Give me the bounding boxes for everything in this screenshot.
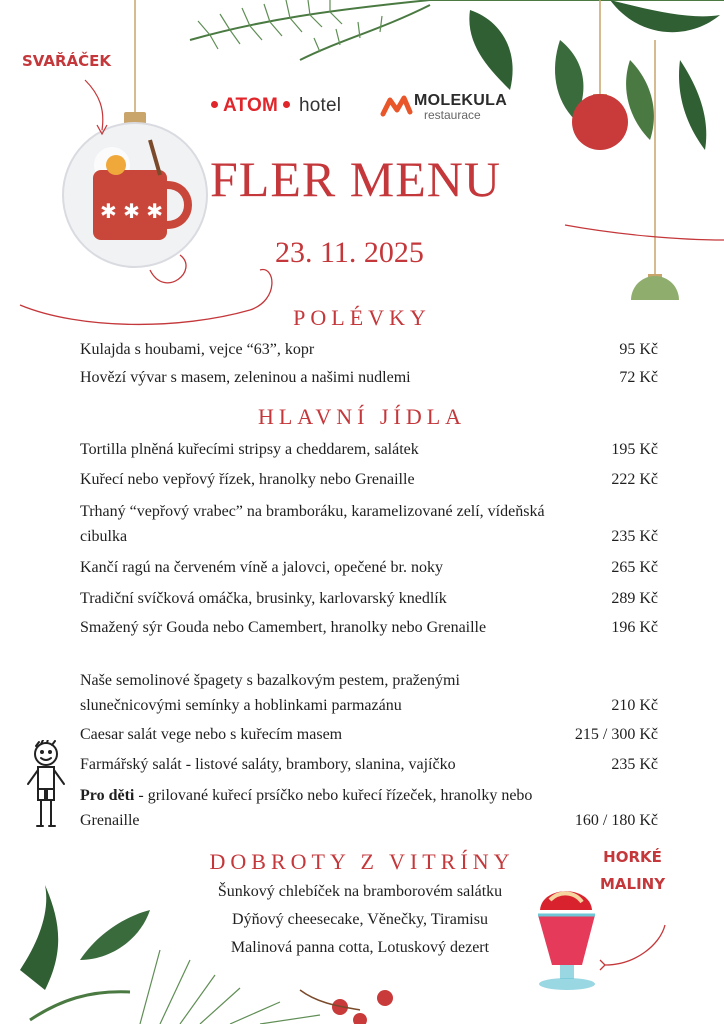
menu-item-name: Kančí ragú na červeném víně a jalovci, opečené br. noky	[80, 559, 443, 576]
menu-item-name: Naše semolinové špagety s bazalkovým pestem, praženými slunečnicovými semínky a hoblinkami parmazánu	[80, 672, 460, 714]
menu-item	[80, 615, 658, 640]
section-title-mains: HLAVNÍ JÍDLA	[257, 404, 467, 429]
section-title-soups: POLÉVKY	[293, 305, 431, 330]
menu-item	[80, 555, 658, 580]
hotel-logo-text: hotel	[298, 95, 342, 116]
restaurace-logo-text: restaurace	[424, 108, 481, 122]
callout-line: MALINY	[600, 875, 666, 893]
menu-item-name: Kuřecí nebo vepřový řízek, hranolky nebo Grenaille	[80, 471, 415, 488]
menu-item-name: Tradiční svíčková omáčka, brusinky, karlovarský knedlík	[80, 590, 447, 607]
menu-item-kids	[80, 783, 658, 833]
list-item: Šunkový chlebíček na bramborovém salátku	[217, 883, 503, 900]
menu-item-price: 289 Kč	[611, 590, 658, 607]
menu-item-name: Trhaný “vepřový vrabec” na bramboráku, karamelizované zelí, vídeňská cibulka	[80, 503, 545, 545]
dot-icon	[211, 101, 218, 108]
molekula-logo	[380, 92, 520, 126]
menu-item-price: 235 Kč	[611, 756, 658, 773]
menu-item-name: Farmářský salát - listové saláty, brambory, slanina, vajíčko	[80, 756, 456, 773]
menu-item-name: Kulajda s houbami, vejce “63”, kopr	[80, 341, 315, 358]
kid-doodle-icon	[24, 740, 68, 832]
green-ornament	[631, 276, 679, 300]
kids-item-text: - grilované kuřecí prsíčko nebo kuřecí řízeček, hranolky nebo Grenaille	[80, 787, 533, 829]
menu-item	[80, 337, 658, 362]
menu-item-price: 196 Kč	[611, 619, 658, 636]
list-item: Dýňový cheesecake, Věnečky, Tiramisu	[232, 911, 488, 928]
atom-hotel-logo	[206, 95, 341, 117]
svg-text:✱ ✱ ✱: ✱ ✱ ✱	[100, 199, 163, 223]
menu-item-price: 95 Kč	[619, 341, 658, 358]
raspberry-dessert-icon	[520, 870, 720, 1000]
menu-item-price: 215 / 300 Kč	[574, 726, 658, 743]
molekula-mark-icon	[380, 92, 414, 120]
pine-branches-bottom	[0, 880, 420, 1024]
holly-leaf	[469, 10, 512, 90]
red-ornament	[572, 94, 628, 150]
menu-item-price: 210 Kč	[611, 697, 658, 714]
atom-logo-text: ATOM	[223, 95, 278, 116]
menu-item-name: Smažený sýr Gouda nebo Camembert, hranolky nebo Grenaille	[80, 619, 487, 636]
menu-item-price: 235 Kč	[611, 528, 658, 545]
menu-item-price: 222 Kč	[611, 471, 658, 488]
menu-item-name: Tortilla plněná kuřecími stripsy a cheddarem, salátek	[80, 441, 419, 458]
menu-item-name	[80, 783, 550, 833]
menu-item	[80, 586, 658, 611]
list-item: Malinová panna cotta, Lotuskový dezert	[230, 939, 490, 956]
menu-item-price: 160 / 180 Kč	[574, 812, 658, 829]
menu-date: 23. 11. 2025	[275, 236, 424, 269]
menu-item	[80, 499, 658, 549]
menu-item	[80, 467, 658, 492]
menu-item-name: Hovězí vývar s masem, zeleninou a našimi nudlemi	[80, 369, 411, 386]
menu-item-name: Caesar salát vege nebo s kuřecím masem	[80, 726, 343, 743]
dot-icon	[283, 101, 290, 108]
kids-label: Pro děti	[80, 787, 135, 804]
svaracek-callout: SVAŘÁČEK	[22, 52, 112, 70]
callout-line: HORKÉ	[603, 848, 662, 866]
menu-item	[80, 722, 658, 747]
menu-item	[80, 437, 658, 462]
menu-item-price: 195 Kč	[611, 441, 658, 458]
menu-item	[80, 752, 658, 777]
section-title-vitrina: DOBROTY Z VITRÍNY	[209, 849, 515, 874]
menu-item-price: 72 Kč	[619, 369, 658, 386]
page-title: FLER MENU	[210, 151, 501, 207]
menu-item-price: 265 Kč	[611, 559, 658, 576]
molekula-logo-text: MOLEKULA	[414, 92, 508, 109]
menu-item	[80, 365, 658, 390]
menu-item	[80, 668, 658, 718]
